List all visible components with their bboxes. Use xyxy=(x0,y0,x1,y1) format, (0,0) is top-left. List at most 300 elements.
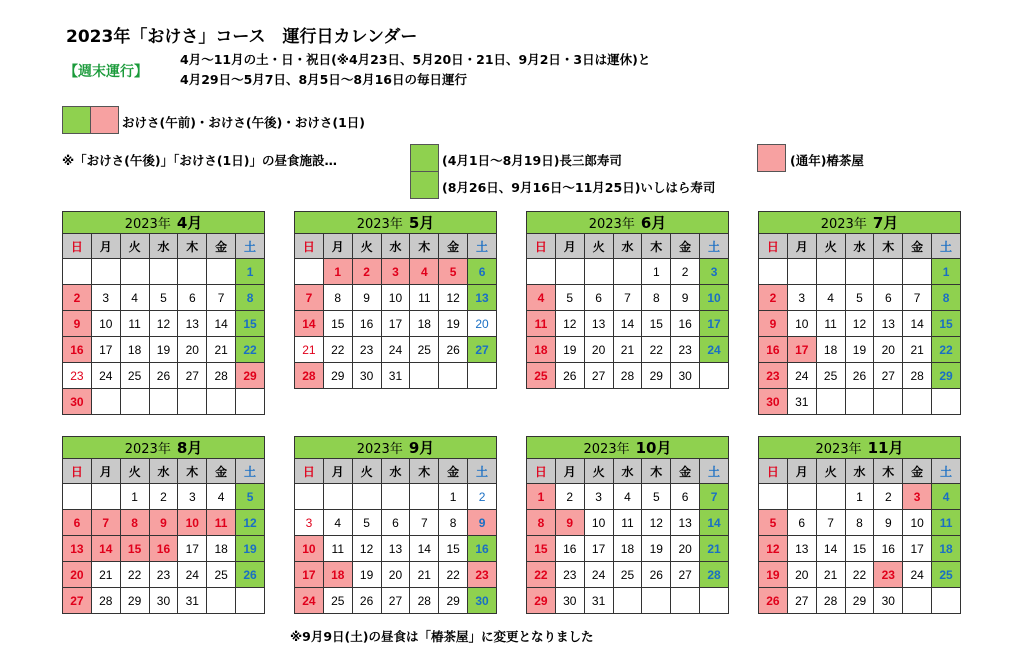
day-cell xyxy=(120,259,149,285)
weekday-header: 日 xyxy=(63,459,92,484)
lunch-b-swatch xyxy=(410,171,439,199)
day-cell: 19 xyxy=(352,562,381,588)
day-cell: 23 xyxy=(555,562,584,588)
day-cell: 5 xyxy=(845,285,874,311)
day-cell: 23 xyxy=(671,337,700,363)
day-cell: 13 xyxy=(178,311,207,337)
day-cell: 2 xyxy=(468,484,497,510)
weekday-header: 金 xyxy=(903,234,932,259)
day-cell: 26 xyxy=(439,337,468,363)
day-cell: 27 xyxy=(178,363,207,389)
year-label: 2023年 xyxy=(356,442,403,457)
day-cell xyxy=(787,484,816,510)
week-row xyxy=(295,337,497,363)
day-cell: 14 xyxy=(91,536,120,562)
day-cell: 29 xyxy=(323,363,352,389)
week-row xyxy=(759,285,961,311)
day-cell: 21 xyxy=(816,562,845,588)
weekday-header: 木 xyxy=(874,234,903,259)
day-cell xyxy=(845,259,874,285)
day-cell: 17 xyxy=(178,536,207,562)
lunch-a-swatch xyxy=(410,144,439,172)
day-cell: 31 xyxy=(584,588,613,614)
day-cell xyxy=(671,588,700,614)
day-cell: 16 xyxy=(63,337,92,363)
day-cell: 27 xyxy=(874,363,903,389)
weekday-header: 日 xyxy=(759,459,788,484)
week-row xyxy=(759,562,961,588)
day-cell: 21 xyxy=(700,536,729,562)
weekday-header: 月 xyxy=(323,234,352,259)
day-cell: 7 xyxy=(91,510,120,536)
day-cell xyxy=(323,484,352,510)
weekday-header: 月 xyxy=(555,234,584,259)
day-cell: 15 xyxy=(323,311,352,337)
day-cell: 18 xyxy=(613,536,642,562)
weekday-header: 水 xyxy=(845,234,874,259)
day-cell: 10 xyxy=(381,285,410,311)
month-calendar xyxy=(294,436,497,614)
day-cell xyxy=(874,259,903,285)
day-cell: 2 xyxy=(352,259,381,285)
day-cell: 2 xyxy=(671,259,700,285)
day-cell: 3 xyxy=(178,484,207,510)
day-cell xyxy=(439,363,468,389)
day-cell: 28 xyxy=(91,588,120,614)
day-cell: 15 xyxy=(120,536,149,562)
day-cell xyxy=(178,259,207,285)
day-cell: 3 xyxy=(381,259,410,285)
weekday-header: 日 xyxy=(759,234,788,259)
day-cell: 27 xyxy=(63,588,92,614)
day-cell: 7 xyxy=(207,285,236,311)
day-cell: 21 xyxy=(903,337,932,363)
day-cell: 21 xyxy=(207,337,236,363)
day-cell: 30 xyxy=(468,588,497,614)
day-cell: 16 xyxy=(149,536,178,562)
day-cell: 20 xyxy=(787,562,816,588)
day-cell: 13 xyxy=(468,285,497,311)
day-cell: 19 xyxy=(759,562,788,588)
weekday-header: 日 xyxy=(295,459,324,484)
day-cell xyxy=(468,363,497,389)
week-row xyxy=(295,562,497,588)
day-cell xyxy=(816,484,845,510)
footnote: ※9月9日(土)の昼食は「椿茶屋」に変更となりました xyxy=(290,629,594,644)
weekday-header: 金 xyxy=(671,234,700,259)
weekday-header: 金 xyxy=(903,459,932,484)
day-cell: 26 xyxy=(352,588,381,614)
week-row xyxy=(759,311,961,337)
weekday-header: 月 xyxy=(91,459,120,484)
day-cell xyxy=(91,484,120,510)
day-cell: 5 xyxy=(759,510,788,536)
day-cell: 14 xyxy=(613,311,642,337)
day-cell: 6 xyxy=(671,484,700,510)
day-cell: 6 xyxy=(874,285,903,311)
day-cell xyxy=(295,484,324,510)
day-cell: 11 xyxy=(613,510,642,536)
day-cell xyxy=(120,389,149,415)
day-cell: 15 xyxy=(439,536,468,562)
day-cell: 18 xyxy=(323,562,352,588)
day-cell: 30 xyxy=(759,389,788,415)
description-line-1: 4月～11月の土・日・祝日(※4月23日、5月20日・21日、9月2日・3日は運休)と xyxy=(180,52,651,67)
day-cell: 3 xyxy=(295,510,324,536)
day-cell xyxy=(874,389,903,415)
month-calendar xyxy=(294,211,497,389)
year-label: 2023年 xyxy=(124,217,171,232)
month-calendar xyxy=(526,211,729,389)
day-cell: 22 xyxy=(120,562,149,588)
weekday-header: 土 xyxy=(468,234,497,259)
day-cell xyxy=(584,259,613,285)
day-cell: 1 xyxy=(932,259,961,285)
weekday-header: 月 xyxy=(91,234,120,259)
day-cell: 18 xyxy=(527,337,556,363)
weekday-header: 木 xyxy=(410,459,439,484)
day-cell xyxy=(932,389,961,415)
month-label: 10月 xyxy=(635,439,672,457)
week-row xyxy=(63,588,265,614)
day-cell: 2 xyxy=(874,484,903,510)
day-cell: 30 xyxy=(63,389,92,415)
weekday-header: 水 xyxy=(149,459,178,484)
week-row xyxy=(759,259,961,285)
day-cell: 20 xyxy=(178,337,207,363)
week-row xyxy=(63,311,265,337)
day-cell: 9 xyxy=(555,510,584,536)
weekday-header: 土 xyxy=(932,459,961,484)
day-cell: 6 xyxy=(468,259,497,285)
weekday-header: 金 xyxy=(671,459,700,484)
day-cell: 27 xyxy=(787,588,816,614)
description-line-2: 4月29日～5月7日、8月5日～8月16日の毎日運行 xyxy=(180,72,467,87)
day-cell: 11 xyxy=(323,536,352,562)
day-cell: 4 xyxy=(207,484,236,510)
day-cell: 20 xyxy=(584,337,613,363)
week-row xyxy=(759,337,961,363)
day-cell xyxy=(352,484,381,510)
day-cell: 21 xyxy=(410,562,439,588)
day-cell: 30 xyxy=(352,363,381,389)
year-label: 2023年 xyxy=(356,217,403,232)
day-cell: 23 xyxy=(63,363,92,389)
weekday-header: 月 xyxy=(323,459,352,484)
day-cell: 5 xyxy=(236,484,265,510)
year-label: 2023年 xyxy=(815,442,862,457)
weekday-header: 月 xyxy=(555,459,584,484)
day-cell: 6 xyxy=(63,510,92,536)
day-cell: 24 xyxy=(295,588,324,614)
day-cell: 8 xyxy=(642,285,671,311)
week-row xyxy=(759,484,961,510)
day-cell xyxy=(91,389,120,415)
month-label: 4月 xyxy=(176,214,203,232)
day-cell xyxy=(63,484,92,510)
day-cell: 22 xyxy=(323,337,352,363)
weekday-header: 水 xyxy=(381,234,410,259)
weekday-header: 日 xyxy=(527,459,556,484)
day-cell: 17 xyxy=(903,536,932,562)
day-cell xyxy=(613,259,642,285)
day-cell: 22 xyxy=(527,562,556,588)
day-cell: 25 xyxy=(816,363,845,389)
day-cell: 14 xyxy=(207,311,236,337)
day-cell xyxy=(207,259,236,285)
day-cell: 12 xyxy=(555,311,584,337)
day-cell: 15 xyxy=(642,311,671,337)
day-cell: 5 xyxy=(439,259,468,285)
day-cell: 13 xyxy=(381,536,410,562)
day-cell: 29 xyxy=(236,363,265,389)
day-cell: 19 xyxy=(555,337,584,363)
day-cell: 27 xyxy=(584,363,613,389)
weekday-header: 水 xyxy=(381,459,410,484)
day-cell: 26 xyxy=(236,562,265,588)
day-cell: 22 xyxy=(439,562,468,588)
day-cell: 25 xyxy=(207,562,236,588)
weekday-header: 金 xyxy=(439,459,468,484)
week-row xyxy=(527,259,729,285)
month-calendar xyxy=(758,211,961,415)
day-cell: 8 xyxy=(323,285,352,311)
weekday-header: 木 xyxy=(410,234,439,259)
weekday-header: 金 xyxy=(207,234,236,259)
week-row xyxy=(63,536,265,562)
day-cell: 23 xyxy=(759,363,788,389)
day-cell: 12 xyxy=(759,536,788,562)
weekday-header: 火 xyxy=(352,459,381,484)
month-header xyxy=(62,211,265,233)
day-cell: 15 xyxy=(845,536,874,562)
day-cell: 19 xyxy=(236,536,265,562)
week-row xyxy=(527,588,729,614)
day-cell: 13 xyxy=(787,536,816,562)
day-cell: 4 xyxy=(613,484,642,510)
day-cell: 25 xyxy=(323,588,352,614)
weekday-header: 土 xyxy=(236,234,265,259)
legend-pink-swatch xyxy=(90,106,119,134)
week-row xyxy=(527,363,729,389)
day-cell: 23 xyxy=(468,562,497,588)
month-header xyxy=(526,436,729,458)
day-cell: 28 xyxy=(295,363,324,389)
lunch-facility-label: ※「おけさ(午後)」「おけさ(1日)」の昼食施設… xyxy=(62,153,337,168)
day-cell: 4 xyxy=(323,510,352,536)
day-cell: 9 xyxy=(352,285,381,311)
day-cell: 23 xyxy=(149,562,178,588)
day-cell: 27 xyxy=(468,337,497,363)
weekday-header: 土 xyxy=(700,234,729,259)
month-header xyxy=(758,211,961,233)
lunch-facility-a: (4月1日～8月19日)長三郎寿司 xyxy=(442,153,622,168)
day-cell: 14 xyxy=(700,510,729,536)
week-row xyxy=(295,484,497,510)
day-cell: 4 xyxy=(120,285,149,311)
day-cell: 12 xyxy=(149,311,178,337)
weekday-header: 水 xyxy=(613,234,642,259)
day-cell: 9 xyxy=(874,510,903,536)
day-cell: 8 xyxy=(439,510,468,536)
weekday-header: 火 xyxy=(584,459,613,484)
day-cell xyxy=(207,389,236,415)
day-cell: 8 xyxy=(527,510,556,536)
week-row xyxy=(295,285,497,311)
day-cell: 6 xyxy=(584,285,613,311)
day-cell: 26 xyxy=(555,363,584,389)
day-cell: 20 xyxy=(381,562,410,588)
weekday-header: 土 xyxy=(236,459,265,484)
day-cell xyxy=(700,588,729,614)
day-cell: 17 xyxy=(295,562,324,588)
day-cell: 4 xyxy=(410,259,439,285)
year-label: 2023年 xyxy=(820,217,867,232)
day-cell: 24 xyxy=(178,562,207,588)
day-cell: 18 xyxy=(932,536,961,562)
day-cell: 31 xyxy=(787,389,816,415)
day-cell xyxy=(759,259,788,285)
week-row xyxy=(63,562,265,588)
weekend-tag: 【週末運行】 xyxy=(64,64,148,80)
week-row xyxy=(527,311,729,337)
legend-text: おけさ(午前)・おけさ(午後)・おけさ(1日) xyxy=(122,115,365,130)
day-cell: 17 xyxy=(91,337,120,363)
day-cell: 13 xyxy=(584,311,613,337)
day-cell: 26 xyxy=(845,363,874,389)
day-cell: 19 xyxy=(149,337,178,363)
week-row xyxy=(295,259,497,285)
day-cell: 7 xyxy=(410,510,439,536)
lunch-facility-c: (通年)椿茶屋 xyxy=(790,153,864,168)
day-cell: 18 xyxy=(410,311,439,337)
week-row xyxy=(759,588,961,614)
weekday-header: 金 xyxy=(439,234,468,259)
weekday-header: 火 xyxy=(816,234,845,259)
day-cell: 16 xyxy=(671,311,700,337)
day-cell: 25 xyxy=(527,363,556,389)
day-cell: 5 xyxy=(555,285,584,311)
weekday-header: 木 xyxy=(642,459,671,484)
day-cell: 11 xyxy=(120,311,149,337)
day-cell xyxy=(903,389,932,415)
month-calendar xyxy=(62,211,265,415)
day-cell: 12 xyxy=(642,510,671,536)
day-cell: 29 xyxy=(120,588,149,614)
day-cell xyxy=(149,259,178,285)
week-row xyxy=(759,536,961,562)
week-row xyxy=(295,588,497,614)
day-cell xyxy=(642,588,671,614)
weekday-header: 火 xyxy=(816,459,845,484)
day-cell: 9 xyxy=(759,311,788,337)
day-cell: 12 xyxy=(352,536,381,562)
day-cell: 14 xyxy=(295,311,324,337)
month-calendar xyxy=(758,436,961,614)
day-cell: 3 xyxy=(584,484,613,510)
day-cell: 31 xyxy=(178,588,207,614)
day-cell xyxy=(816,259,845,285)
day-cell: 13 xyxy=(874,311,903,337)
day-cell: 12 xyxy=(845,311,874,337)
day-cell: 3 xyxy=(91,285,120,311)
day-cell xyxy=(236,588,265,614)
day-cell: 19 xyxy=(439,311,468,337)
month-label: 5月 xyxy=(408,214,435,232)
week-row xyxy=(759,363,961,389)
lunch-c-swatch xyxy=(757,144,786,172)
day-cell: 30 xyxy=(874,588,903,614)
day-cell: 5 xyxy=(352,510,381,536)
day-cell: 11 xyxy=(816,311,845,337)
week-row xyxy=(527,484,729,510)
month-label: 7月 xyxy=(872,214,899,232)
day-cell: 25 xyxy=(410,337,439,363)
week-row xyxy=(295,311,497,337)
day-cell: 7 xyxy=(903,285,932,311)
day-cell: 11 xyxy=(527,311,556,337)
day-cell: 30 xyxy=(671,363,700,389)
day-cell: 25 xyxy=(932,562,961,588)
day-cell: 22 xyxy=(932,337,961,363)
day-cell: 22 xyxy=(236,337,265,363)
day-cell: 10 xyxy=(903,510,932,536)
day-cell: 24 xyxy=(787,363,816,389)
day-cell: 16 xyxy=(352,311,381,337)
day-cell: 7 xyxy=(613,285,642,311)
day-cell xyxy=(91,259,120,285)
day-cell: 1 xyxy=(439,484,468,510)
day-cell: 13 xyxy=(671,510,700,536)
day-cell: 9 xyxy=(468,510,497,536)
day-cell: 28 xyxy=(700,562,729,588)
day-cell xyxy=(845,389,874,415)
page-title: 2023年「おけさ」コース 運行日カレンダー xyxy=(66,27,418,47)
day-cell: 13 xyxy=(63,536,92,562)
day-cell: 12 xyxy=(236,510,265,536)
day-cell: 19 xyxy=(642,536,671,562)
week-row xyxy=(63,285,265,311)
day-cell xyxy=(759,484,788,510)
day-cell: 30 xyxy=(149,588,178,614)
day-cell: 17 xyxy=(381,311,410,337)
week-row xyxy=(63,363,265,389)
day-cell: 21 xyxy=(613,337,642,363)
day-cell: 8 xyxy=(120,510,149,536)
day-cell: 10 xyxy=(584,510,613,536)
day-cell: 7 xyxy=(700,484,729,510)
day-cell: 21 xyxy=(295,337,324,363)
day-cell: 1 xyxy=(642,259,671,285)
legend-green-swatch xyxy=(62,106,91,134)
day-cell: 2 xyxy=(149,484,178,510)
day-cell: 26 xyxy=(759,588,788,614)
day-cell: 14 xyxy=(816,536,845,562)
day-cell: 1 xyxy=(527,484,556,510)
day-cell xyxy=(410,484,439,510)
month-calendar xyxy=(526,436,729,614)
day-cell: 1 xyxy=(236,259,265,285)
month-label: 11月 xyxy=(867,439,904,457)
day-cell: 10 xyxy=(787,311,816,337)
week-row xyxy=(295,363,497,389)
day-cell: 28 xyxy=(816,588,845,614)
day-cell: 25 xyxy=(613,562,642,588)
day-cell: 25 xyxy=(120,363,149,389)
day-cell: 16 xyxy=(759,337,788,363)
day-cell: 29 xyxy=(845,588,874,614)
day-cell xyxy=(527,259,556,285)
